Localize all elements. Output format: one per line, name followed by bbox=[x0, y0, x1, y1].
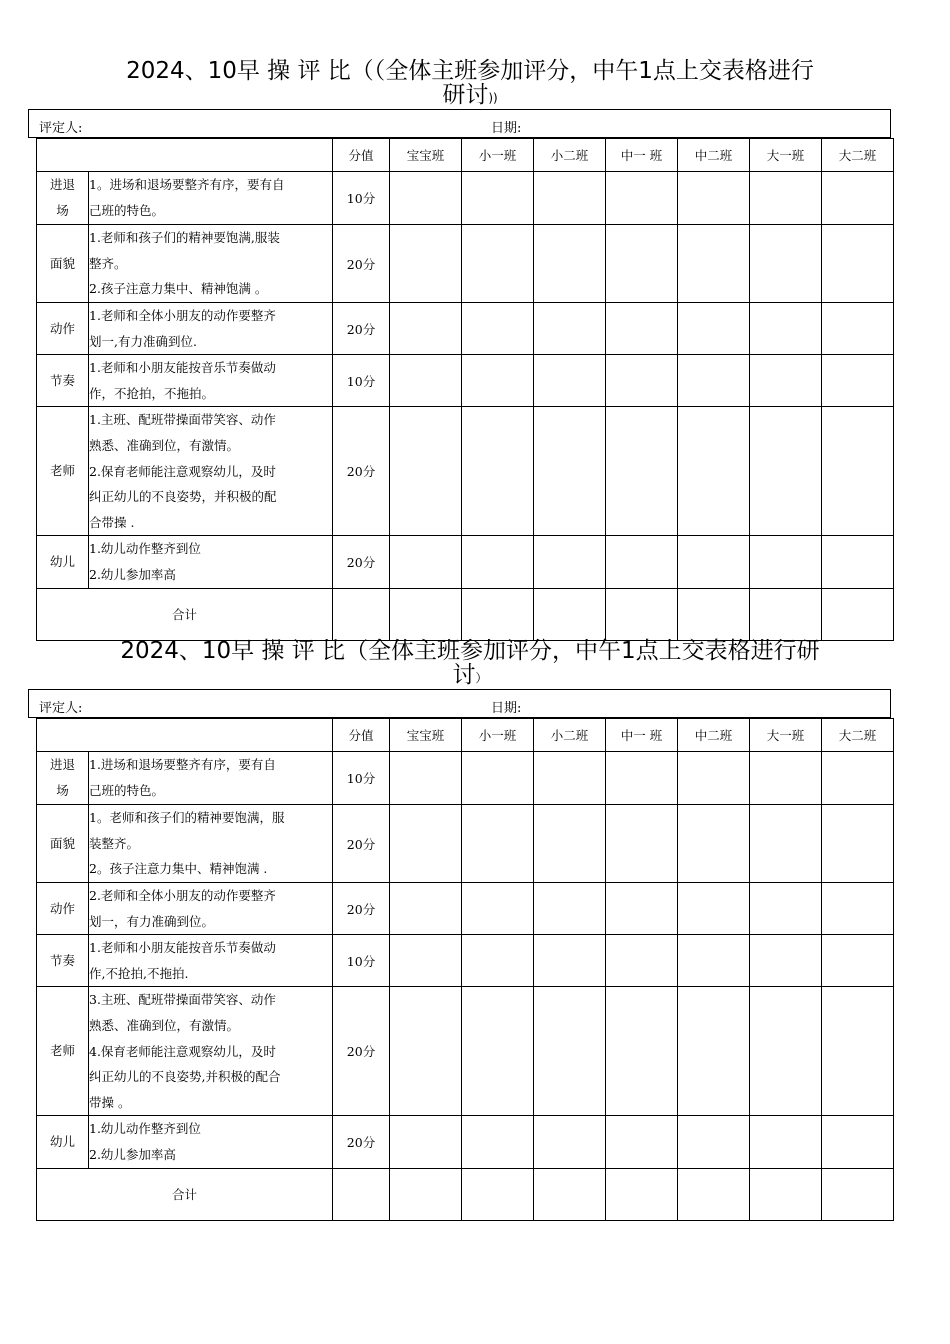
score-input-cell-zhongyi[interactable] bbox=[606, 355, 678, 407]
score-input-cell-daer[interactable] bbox=[822, 355, 894, 407]
score-input-cell-xiaoyi[interactable] bbox=[462, 225, 534, 303]
category-cell bbox=[37, 1116, 89, 1168]
total-input-cell-dayi[interactable] bbox=[750, 1168, 822, 1220]
category-cell bbox=[37, 536, 89, 588]
criteria-row bbox=[37, 355, 894, 407]
score-input-cell-zhonger[interactable] bbox=[678, 1116, 750, 1168]
category-text: 场 bbox=[56, 203, 69, 218]
criteria-line: 3.主班、配班带操面带笑容、动作 bbox=[89, 992, 276, 1008]
score-input-cell-xiaoyi[interactable] bbox=[462, 1116, 534, 1168]
total-score-cell[interactable] bbox=[333, 1168, 390, 1220]
criteria-cell bbox=[89, 172, 333, 225]
score-input-cell-zhongyi[interactable] bbox=[606, 1116, 678, 1168]
score-input-cell-zhonger[interactable] bbox=[678, 407, 750, 536]
score-input-cell-daer[interactable] bbox=[822, 752, 894, 805]
header-class-dayi: 大一班 bbox=[750, 139, 822, 172]
score-input-cell-dayi[interactable] bbox=[750, 752, 822, 805]
score-input-cell-daer[interactable] bbox=[822, 225, 894, 303]
score-table bbox=[36, 718, 894, 1221]
score-input-cell-xiaoyi[interactable] bbox=[462, 536, 534, 588]
criteria-row bbox=[37, 805, 894, 883]
category-text: 老师 bbox=[49, 463, 75, 479]
category-cell bbox=[37, 805, 89, 883]
total-score-cell[interactable] bbox=[333, 588, 390, 640]
score-input-cell-xiaoyi[interactable] bbox=[462, 805, 534, 883]
header-score: 分值 bbox=[333, 719, 390, 752]
score-input-cell-xiaoer[interactable] bbox=[534, 1116, 606, 1168]
score-input-cell-xiaoer[interactable] bbox=[534, 172, 606, 225]
total-input-cell-xiaoer[interactable] bbox=[534, 588, 606, 640]
header-row bbox=[37, 719, 894, 752]
score-input-cell-xiaoyi[interactable] bbox=[462, 883, 534, 935]
score-input-cell-zhongyi[interactable] bbox=[606, 536, 678, 588]
header-blank-cell bbox=[37, 719, 333, 752]
score-input-cell-daer[interactable] bbox=[822, 1116, 894, 1168]
score-input-cell-dayi[interactable] bbox=[750, 172, 822, 225]
category-text: 面貌 bbox=[49, 835, 75, 851]
criteria-row bbox=[37, 987, 894, 1116]
criteria-row bbox=[37, 883, 894, 935]
score-input-cell-zhongyi[interactable] bbox=[606, 883, 678, 935]
criteria-line: 2.幼儿参加率高 bbox=[89, 566, 176, 582]
score-value: 10分 bbox=[333, 935, 390, 987]
header-blank-cell bbox=[37, 139, 333, 172]
score-input-cell-dayi[interactable] bbox=[750, 1116, 822, 1168]
score-input-cell-zhongyi[interactable] bbox=[606, 172, 678, 225]
category-cell bbox=[37, 883, 89, 935]
header-class-zhonger: 中二班 bbox=[678, 719, 750, 752]
score-input-cell-dayi[interactable] bbox=[750, 355, 822, 407]
criteria-row bbox=[37, 935, 894, 987]
criteria-line: 1.幼儿动作整齐到位 bbox=[89, 541, 201, 557]
total-input-cell-zhongyi[interactable] bbox=[606, 1168, 678, 1220]
category-text: 幼儿 bbox=[49, 553, 75, 569]
score-input-cell-dayi[interactable] bbox=[750, 407, 822, 536]
total-input-cell-xiaoer[interactable] bbox=[534, 1168, 606, 1220]
score-input-cell-zhonger[interactable] bbox=[678, 805, 750, 883]
score-value: 20分 bbox=[333, 407, 390, 536]
score-input-cell-daer[interactable] bbox=[822, 805, 894, 883]
criteria-row bbox=[37, 225, 894, 303]
category-text: 节奏 bbox=[49, 372, 75, 388]
criteria-cell bbox=[89, 935, 333, 987]
score-input-cell-zhonger[interactable] bbox=[678, 883, 750, 935]
score-input-cell-zhongyi[interactable] bbox=[606, 303, 678, 355]
header-class-zhongyi: 中一 班 bbox=[606, 139, 678, 172]
score-value: 20分 bbox=[333, 225, 390, 303]
score-input-cell-xiaoer[interactable] bbox=[534, 303, 606, 355]
criteria-line: 熟悉、准确到位，有激情。 bbox=[89, 1017, 240, 1033]
score-input-cell-zhonger[interactable] bbox=[678, 355, 750, 407]
score-input-cell-xiaoyi[interactable] bbox=[462, 303, 534, 355]
total-input-cell-daer[interactable] bbox=[822, 1168, 894, 1220]
criteria-line: 2.幼儿参加率高 bbox=[89, 1146, 176, 1162]
score-input-cell-baobao[interactable] bbox=[390, 172, 462, 225]
category-text: 进退 bbox=[49, 757, 75, 772]
score-input-cell-zhongyi[interactable] bbox=[606, 805, 678, 883]
score-value: 20分 bbox=[333, 1116, 390, 1168]
score-value: 10分 bbox=[333, 172, 390, 225]
header-class-zhonger: 中二班 bbox=[678, 139, 750, 172]
category-cell bbox=[37, 752, 89, 805]
score-input-cell-xiaoer[interactable] bbox=[534, 355, 606, 407]
form-title bbox=[30, 639, 910, 690]
form-title bbox=[30, 59, 910, 110]
score-input-cell-baobao[interactable] bbox=[390, 752, 462, 805]
score-input-cell-dayi[interactable] bbox=[750, 225, 822, 303]
score-value: 20分 bbox=[333, 987, 390, 1116]
score-input-cell-zhonger[interactable] bbox=[678, 172, 750, 225]
total-label: 合计 bbox=[37, 1168, 333, 1220]
criteria-line: 划一,有力准确到位. bbox=[89, 333, 197, 349]
total-label: 合计 bbox=[37, 588, 333, 640]
total-input-cell-zhonger[interactable] bbox=[678, 1168, 750, 1220]
criteria-line: 作，不抢拍，不拖拍。 bbox=[89, 385, 215, 401]
score-input-cell-zhongyi[interactable] bbox=[606, 225, 678, 303]
criteria-line: 2。孩子注意力集中、精神饱满 . bbox=[89, 861, 268, 877]
score-input-cell-zhonger[interactable] bbox=[678, 752, 750, 805]
category-text: 动作 bbox=[49, 900, 75, 916]
score-input-cell-daer[interactable] bbox=[822, 987, 894, 1116]
total-row bbox=[37, 588, 894, 640]
score-value: 20分 bbox=[333, 883, 390, 935]
score-input-cell-zhongyi[interactable] bbox=[606, 935, 678, 987]
score-input-cell-daer[interactable] bbox=[822, 303, 894, 355]
criteria-line: 纠正幼儿的不良姿势，并积极的配 bbox=[89, 489, 277, 505]
criteria-cell bbox=[89, 1116, 333, 1168]
score-input-cell-zhonger[interactable] bbox=[678, 225, 750, 303]
criteria-line: 带操 。 bbox=[89, 1094, 131, 1110]
criteria-line: 纠正幼儿的不良姿势,并积极的配合 bbox=[89, 1069, 281, 1085]
score-input-cell-daer[interactable] bbox=[822, 536, 894, 588]
header-class-xiaoyi: 小一班 bbox=[462, 719, 534, 752]
score-input-cell-baobao[interactable] bbox=[390, 355, 462, 407]
criteria-cell bbox=[89, 536, 333, 588]
criteria-line: 1.进场和退场要整齐有序，要有自 bbox=[89, 757, 276, 773]
criteria-line: 合带操 . bbox=[89, 514, 135, 530]
title-line-1: 2024、10早 操 评 比（（全体主班参加评分，中午1点上交表格进行 bbox=[126, 58, 814, 84]
header-class-xiaoer: 小二班 bbox=[534, 139, 606, 172]
category-cell bbox=[37, 407, 89, 536]
score-input-cell-xiaoer[interactable] bbox=[534, 536, 606, 588]
criteria-cell bbox=[89, 355, 333, 407]
category-cell bbox=[37, 225, 89, 303]
score-input-cell-baobao[interactable] bbox=[390, 536, 462, 588]
total-input-cell-baobao[interactable] bbox=[390, 1168, 462, 1220]
score-input-cell-dayi[interactable] bbox=[750, 987, 822, 1116]
criteria-line: 1.主班、配班带操面带笑容、动作 bbox=[89, 412, 276, 428]
score-input-cell-dayi[interactable] bbox=[750, 805, 822, 883]
evaluator-label: 评定人: bbox=[39, 121, 83, 136]
score-input-cell-xiaoyi[interactable] bbox=[462, 752, 534, 805]
score-input-cell-xiaoyi[interactable] bbox=[462, 407, 534, 536]
criteria-line: 1.老师和孩子们的精神要饱满,服装 bbox=[89, 230, 280, 246]
criteria-cell bbox=[89, 987, 333, 1116]
category-text: 节奏 bbox=[49, 952, 75, 968]
score-input-cell-xiaoer[interactable] bbox=[534, 987, 606, 1116]
header-class-daer: 大二班 bbox=[822, 719, 894, 752]
score-input-cell-daer[interactable] bbox=[822, 172, 894, 225]
category-cell bbox=[37, 987, 89, 1116]
score-input-cell-zhonger[interactable] bbox=[678, 303, 750, 355]
title-line-2: 研讨 bbox=[442, 82, 489, 108]
category-cell bbox=[37, 303, 89, 355]
header-class-daer: 大二班 bbox=[822, 139, 894, 172]
score-input-cell-xiaoyi[interactable] bbox=[462, 172, 534, 225]
category-text: 幼儿 bbox=[49, 1133, 75, 1149]
total-input-cell-baobao[interactable] bbox=[390, 588, 462, 640]
score-input-cell-xiaoyi[interactable] bbox=[462, 935, 534, 987]
criteria-line: 2.保育老师能注意观察幼儿，及时 bbox=[89, 463, 276, 479]
total-input-cell-zhonger[interactable] bbox=[678, 588, 750, 640]
category-text: 动作 bbox=[49, 320, 75, 336]
header-class-baobao: 宝宝班 bbox=[390, 719, 462, 752]
criteria-row bbox=[37, 536, 894, 588]
score-input-cell-dayi[interactable] bbox=[750, 536, 822, 588]
criteria-cell bbox=[89, 303, 333, 355]
total-input-cell-dayi[interactable] bbox=[750, 588, 822, 640]
score-value: 20分 bbox=[333, 303, 390, 355]
score-input-cell-xiaoer[interactable] bbox=[534, 225, 606, 303]
criteria-cell bbox=[89, 225, 333, 303]
category-text: 面貌 bbox=[49, 255, 75, 271]
score-input-cell-baobao[interactable] bbox=[390, 225, 462, 303]
header-class-dayi: 大一班 bbox=[750, 719, 822, 752]
criteria-line: 1。进场和退场要整齐有序，要有自 bbox=[89, 177, 285, 193]
total-input-cell-zhongyi[interactable] bbox=[606, 588, 678, 640]
header-class-xiaoer: 小二班 bbox=[534, 719, 606, 752]
score-table bbox=[36, 138, 894, 641]
score-input-cell-xiaoyi[interactable] bbox=[462, 355, 534, 407]
score-input-cell-daer[interactable] bbox=[822, 935, 894, 987]
criteria-line: 划一，有力准确到位。 bbox=[89, 913, 215, 929]
criteria-line: 己班的特色。 bbox=[89, 783, 165, 798]
score-input-cell-zhongyi[interactable] bbox=[606, 407, 678, 536]
total-row bbox=[37, 1168, 894, 1220]
score-input-cell-xiaoyi[interactable] bbox=[462, 987, 534, 1116]
score-value: 20分 bbox=[333, 805, 390, 883]
score-input-cell-zhongyi[interactable] bbox=[606, 987, 678, 1116]
header-class-zhongyi: 中一 班 bbox=[606, 719, 678, 752]
criteria-row bbox=[37, 752, 894, 805]
score-input-cell-dayi[interactable] bbox=[750, 883, 822, 935]
score-input-cell-xiaoer[interactable] bbox=[534, 752, 606, 805]
criteria-line: 1.老师和小朋友能按音乐节奏做动 bbox=[89, 940, 276, 956]
criteria-line: 1.幼儿动作整齐到位 bbox=[89, 1121, 201, 1137]
header-row bbox=[37, 139, 894, 172]
score-input-cell-zhonger[interactable] bbox=[678, 935, 750, 987]
criteria-line: 己班的特色。 bbox=[89, 203, 165, 218]
score-input-cell-dayi[interactable] bbox=[750, 303, 822, 355]
score-input-cell-zhongyi[interactable] bbox=[606, 752, 678, 805]
criteria-line: 2.孩子注意力集中、精神饱满 。 bbox=[89, 281, 268, 297]
meta-row bbox=[28, 689, 891, 718]
criteria-line: 2.老师和全体小朋友的动作要整齐 bbox=[89, 888, 276, 903]
criteria-line: 熟悉、准确到位，有激情。 bbox=[89, 437, 240, 453]
score-input-cell-dayi[interactable] bbox=[750, 935, 822, 987]
score-input-cell-daer[interactable] bbox=[822, 407, 894, 536]
header-class-baobao: 宝宝班 bbox=[390, 139, 462, 172]
category-cell bbox=[37, 172, 89, 225]
criteria-line: 4.保育老师能注意观察幼儿，及时 bbox=[89, 1043, 276, 1059]
category-text: 老师 bbox=[49, 1043, 75, 1059]
meta-row bbox=[28, 109, 891, 138]
total-input-cell-xiaoyi[interactable] bbox=[462, 588, 534, 640]
criteria-cell bbox=[89, 752, 333, 805]
criteria-row bbox=[37, 303, 894, 355]
category-cell bbox=[37, 935, 89, 987]
title-closing-paren: )) bbox=[488, 91, 498, 105]
score-value: 20分 bbox=[333, 536, 390, 588]
total-input-cell-daer[interactable] bbox=[822, 588, 894, 640]
score-input-cell-baobao[interactable] bbox=[390, 935, 462, 987]
score-input-cell-zhonger[interactable] bbox=[678, 536, 750, 588]
criteria-line: 整齐。 bbox=[89, 255, 127, 271]
header-class-xiaoyi: 小一班 bbox=[462, 139, 534, 172]
evaluator-label: 评定人: bbox=[39, 701, 83, 716]
score-input-cell-xiaoer[interactable] bbox=[534, 407, 606, 536]
category-cell bbox=[37, 355, 89, 407]
header-score: 分值 bbox=[333, 139, 390, 172]
title-closing-paren: ） bbox=[475, 671, 488, 685]
score-input-cell-baobao[interactable] bbox=[390, 987, 462, 1116]
criteria-cell bbox=[89, 805, 333, 883]
title-line-2: 讨 bbox=[452, 662, 476, 688]
score-input-cell-baobao[interactable] bbox=[390, 1116, 462, 1168]
score-input-cell-xiaoer[interactable] bbox=[534, 883, 606, 935]
criteria-line: 1.老师和全体小朋友的动作要整齐 bbox=[89, 308, 276, 323]
criteria-row bbox=[37, 407, 894, 536]
score-input-cell-xiaoer[interactable] bbox=[534, 935, 606, 987]
criteria-line: 装整齐。 bbox=[89, 835, 140, 851]
criteria-cell bbox=[89, 883, 333, 935]
criteria-line: 1.老师和小朋友能按音乐节奏做动 bbox=[89, 360, 276, 376]
title-line-1: 2024、10早 操 评 比（全体主班参加评分，中午1点上交表格进行研 bbox=[120, 638, 820, 664]
category-text: 场 bbox=[56, 783, 69, 798]
score-input-cell-xiaoer[interactable] bbox=[534, 805, 606, 883]
criteria-row bbox=[37, 172, 894, 225]
score-input-cell-baobao[interactable] bbox=[390, 883, 462, 935]
score-value: 10分 bbox=[333, 752, 390, 805]
score-input-cell-baobao[interactable] bbox=[390, 805, 462, 883]
total-input-cell-xiaoyi[interactable] bbox=[462, 1168, 534, 1220]
score-input-cell-baobao[interactable] bbox=[390, 303, 462, 355]
date-label: 日期: bbox=[491, 701, 522, 716]
date-label: 日期: bbox=[491, 121, 522, 136]
criteria-cell bbox=[89, 407, 333, 536]
score-input-cell-zhonger[interactable] bbox=[678, 987, 750, 1116]
criteria-line: 1。老师和孩子们的精神要饱满，服 bbox=[89, 810, 285, 826]
score-value: 10分 bbox=[333, 355, 390, 407]
criteria-line: 作,不抢拍,不拖拍. bbox=[89, 965, 189, 981]
score-input-cell-baobao[interactable] bbox=[390, 407, 462, 536]
category-text: 进退 bbox=[49, 177, 75, 192]
criteria-row bbox=[37, 1116, 894, 1168]
score-input-cell-daer[interactable] bbox=[822, 883, 894, 935]
